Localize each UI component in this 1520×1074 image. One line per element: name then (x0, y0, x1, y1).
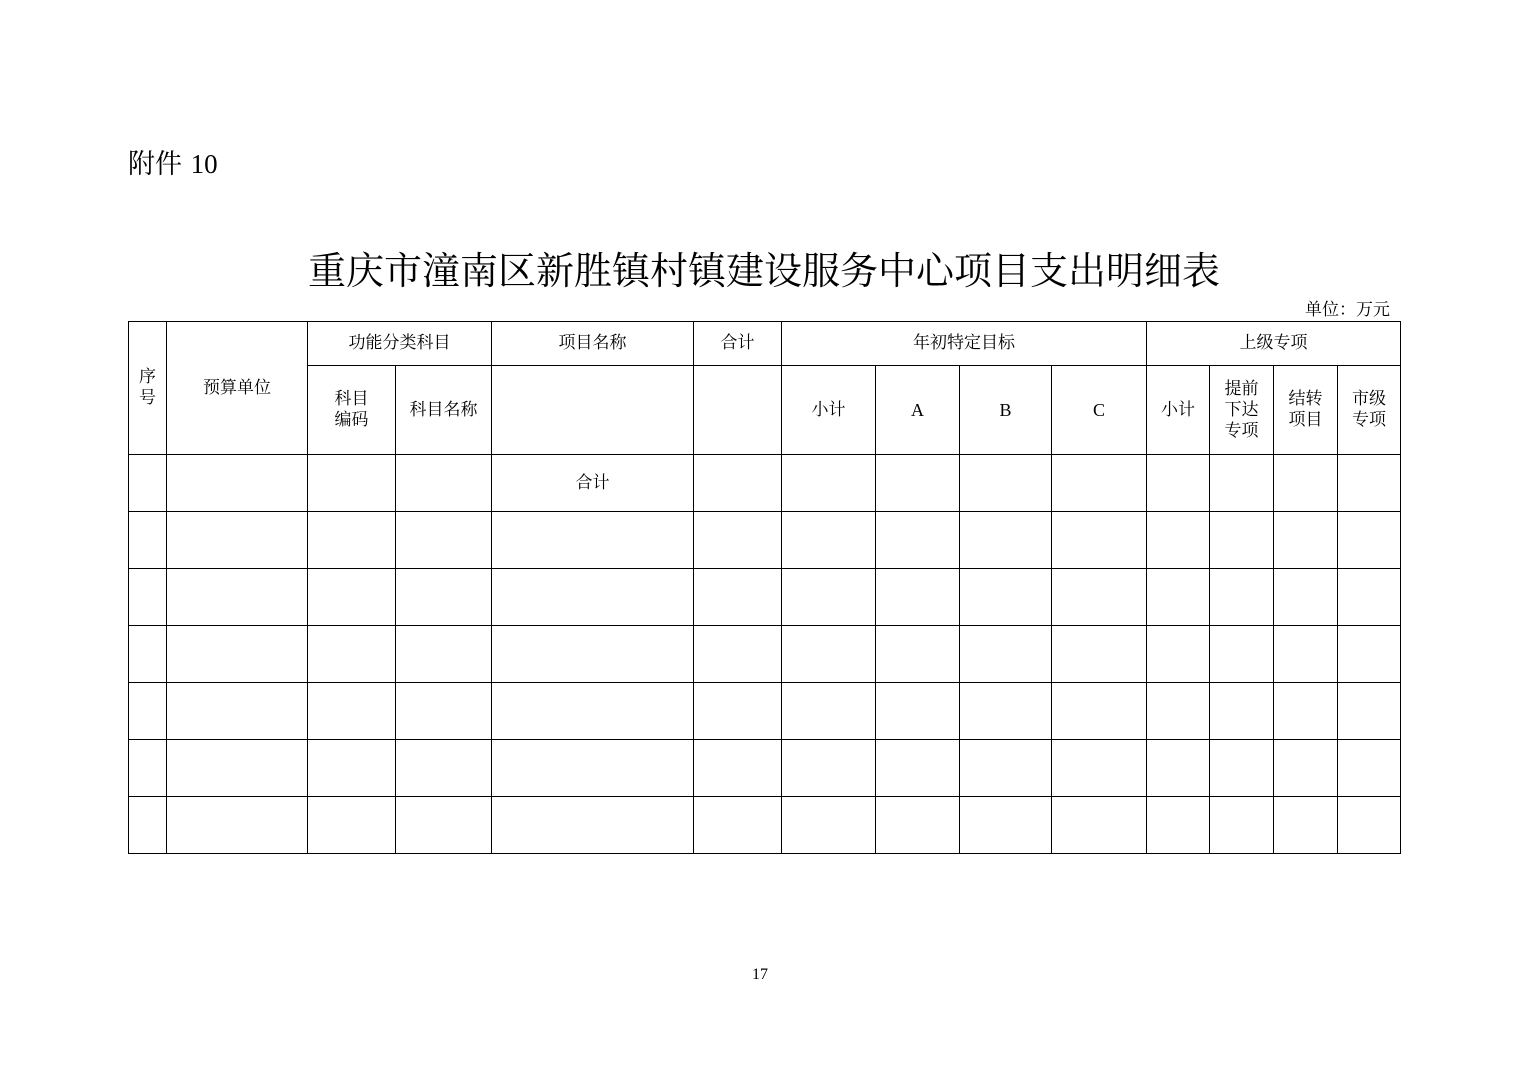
page-title: 重庆市潼南区新胜镇村镇建设服务中心项目支出明细表 (307, 249, 1220, 293)
row-project-name (492, 740, 694, 797)
header-col-b: B (960, 366, 1052, 455)
header-annual-targets: 年初特定目标 (782, 322, 1147, 366)
header-seq: 序号 (129, 322, 167, 455)
header-total: 合计 (694, 322, 782, 366)
header-row-1 (129, 322, 1401, 366)
header-project-name: 项目名称 (492, 322, 694, 366)
header-subject-code: 科目编码 (308, 366, 396, 455)
attachment-text: 附件 (128, 149, 182, 180)
expenditure-detail-table (128, 321, 1401, 854)
header-col-a: A (876, 366, 960, 455)
table-row (129, 740, 1401, 797)
header-carryover: 结转项目 (1274, 366, 1338, 455)
row-project-name (492, 683, 694, 740)
page-number: 17 (752, 966, 768, 983)
table-row (129, 512, 1401, 569)
row-project-name (492, 569, 694, 626)
table-row (129, 797, 1401, 854)
header-superior-subtotal: 小计 (1147, 366, 1210, 455)
table-row (129, 455, 1401, 512)
header-project-name-blank (492, 366, 694, 455)
header-annual-subtotal: 小计 (782, 366, 876, 455)
header-advance-special: 提前下达专项 (1210, 366, 1274, 455)
row-project-name: 合计 (492, 455, 694, 512)
header-col-c: C (1052, 366, 1147, 455)
header-superior-special: 上级专项 (1147, 322, 1401, 366)
header-total-blank (694, 366, 782, 455)
header-budget-unit: 预算单位 (167, 322, 308, 455)
header-city-special: 市级专项 (1338, 366, 1401, 455)
attachment-number: 10 (190, 149, 218, 179)
table-row (129, 683, 1401, 740)
attachment-label (128, 142, 218, 181)
row-project-name (492, 512, 694, 569)
table-row (129, 626, 1401, 683)
header-func-class: 功能分类科目 (308, 322, 492, 366)
unit-label: 单位：万元 (1305, 300, 1390, 320)
row-project-name (492, 626, 694, 683)
row-project-name (492, 797, 694, 854)
header-row-2 (129, 366, 1401, 455)
header-subject-name: 科目名称 (396, 366, 492, 455)
table-row (129, 569, 1401, 626)
